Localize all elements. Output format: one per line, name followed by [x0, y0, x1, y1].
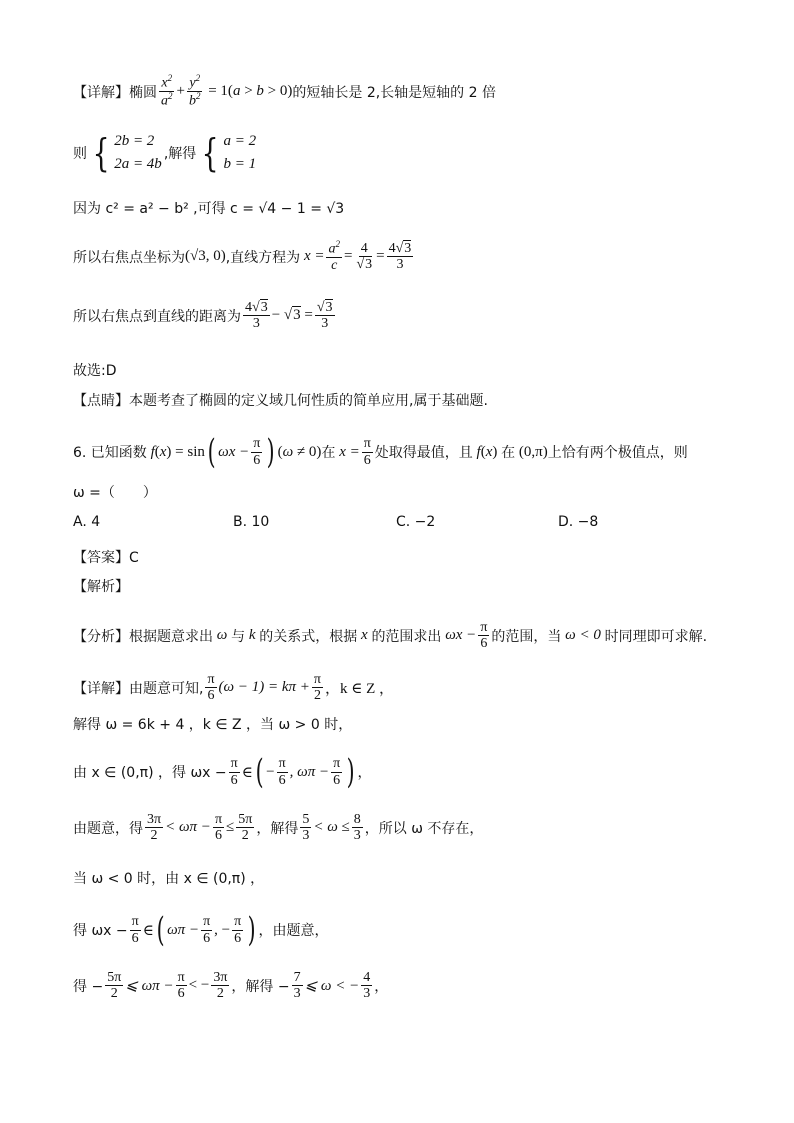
text: 6. 已知函数: [73, 445, 147, 461]
text: 则: [73, 145, 87, 162]
text: 【解析】: [73, 579, 129, 595]
analysis-line: [73, 576, 129, 596]
equation-system: { 2b = 2 2a = 4b: [92, 130, 162, 175]
text: 【点睛】本题考查了椭圆的定义域几何性质的简单应用,属于基础题.: [73, 393, 488, 409]
text: 【答案】C: [73, 550, 139, 566]
question-6: 6. 已知函数 f(x) = sin ( ωx − $\frac{\pi}{6}$ ) (ω ≠ 0) 在 x = $\frac{\pi}{6}$ 处取得最值，且 f(x) 在 (0,π) 上恰有两个极值点，则: [73, 432, 688, 472]
text: 所以右焦点到直线的距离为: [73, 308, 241, 325]
line-c-value: [73, 198, 344, 218]
solution-system: { a = 2 b = 1: [201, 130, 257, 175]
line-distance: 所以右焦点到直线的距离为 $\frac{4√3}{3}$ − √3 = $\frac{√3}{3}$: [73, 300, 333, 332]
question-6-blank: [73, 482, 157, 502]
text: 故选:D: [73, 363, 117, 379]
fraction-x2-a2: $\frac{x^2}{a^2}$: [161, 73, 173, 109]
detail-line-4: 由题意，得 $\frac{3\pi}{2}$ < ωπ − $\frac{\pi}{6}$ ≤ $\frac{5\pi}{2}$ ，解得 $\frac{5}{3}$ < ω ≤ $\frac{8}{3}$ ，所以 ω 不存在，: [73, 812, 484, 844]
line-focus-directrix: 所以右焦点坐标为 (√3, 0) ,直线方程为 x = $\frac{a^2}{c}$ = $\frac{4}{√3}$ = $\frac{4√3}{3}$: [73, 239, 412, 274]
text: 【分析】根据题意求出: [73, 628, 213, 645]
choice-d: D. −8: [558, 514, 599, 530]
detail-line-7: 得 − $\frac{5\pi}{2}$ ⩽ ωπ − $\frac{\pi}{6}$ < − $\frac{3\pi}{2}$ ，解得 − $\frac{7}{3}$ ⩽ ω < − $\frac{4}{3}$ ，: [73, 970, 389, 1002]
analysis-summary: 【分析】根据题意求出 ω 与 k 的关系式，根据 x 的范围求出 ωx − $\frac{\pi}{6}$ 的范围，当 ω < 0 时同理即可求解.: [73, 620, 708, 652]
detail-line-6: 得 ωx − $\frac{\pi}{6}$ ∈ ( ωπ − $\frac{\pi}{6}$ , − $\frac{\pi}{6}$ ) ，由题意，: [73, 910, 329, 950]
detail-line-3: 由 x ∈ (0,π) ，得 ωx − $\frac{\pi}{6}$ ∈ ( − $\frac{\pi}{6}$ , ωπ − $\frac{\pi}{6}$ ) ，: [73, 752, 372, 792]
detail-line-1: 【详解】由题意可知, $\frac{\pi}{6}$ (ω − 1) = kπ + $\frac{\pi}{2}$ ，k ∈ Z ，: [73, 672, 395, 704]
line-comment: [73, 390, 488, 410]
line-select: [73, 360, 117, 380]
text: 因为 c² = a² − b² ,可得 c = √4 − 1 = √3: [73, 201, 345, 217]
text: 在: [321, 445, 336, 461]
text: 【详解】椭圆: [73, 84, 157, 101]
text: 处取得最值，且: [374, 445, 473, 461]
text: 所以右焦点坐标为: [73, 249, 185, 266]
line-system: [73, 130, 258, 175]
line-detail-ellipse: 【详解】椭圆 $\frac{x^2}{a^2}$ + $\frac{y^2}{b^2}$ = 1(a > b > 0) 的短轴长是 2,长轴是短轴的 2 倍: [73, 73, 496, 109]
choice-c: C. −2: [396, 514, 436, 530]
choice-b: B. 10: [233, 514, 270, 530]
text: ω =（ ）: [73, 485, 157, 501]
text: 在: [501, 445, 516, 461]
text: 上恰有两个极值点，则: [547, 445, 688, 461]
choice-a: A. 4: [73, 514, 101, 530]
detail-line-5: 当 ω < 0 时，由 x ∈ (0,π) ，: [73, 871, 265, 887]
focus-coordinate: (√3, 0): [185, 248, 226, 265]
detail-line-2: 解得 ω = 6k + 4 ，k ∈ Z ，当 ω > 0 时，: [73, 717, 353, 733]
text: ,解得: [163, 145, 197, 162]
answer-line: [73, 547, 139, 567]
text: 的短轴长是 2,长轴是短轴的 2 倍: [292, 84, 496, 101]
text: ,直线方程为: [225, 249, 301, 266]
fraction-y2-b2: $\frac{y^2}{b^2}$: [188, 73, 201, 109]
